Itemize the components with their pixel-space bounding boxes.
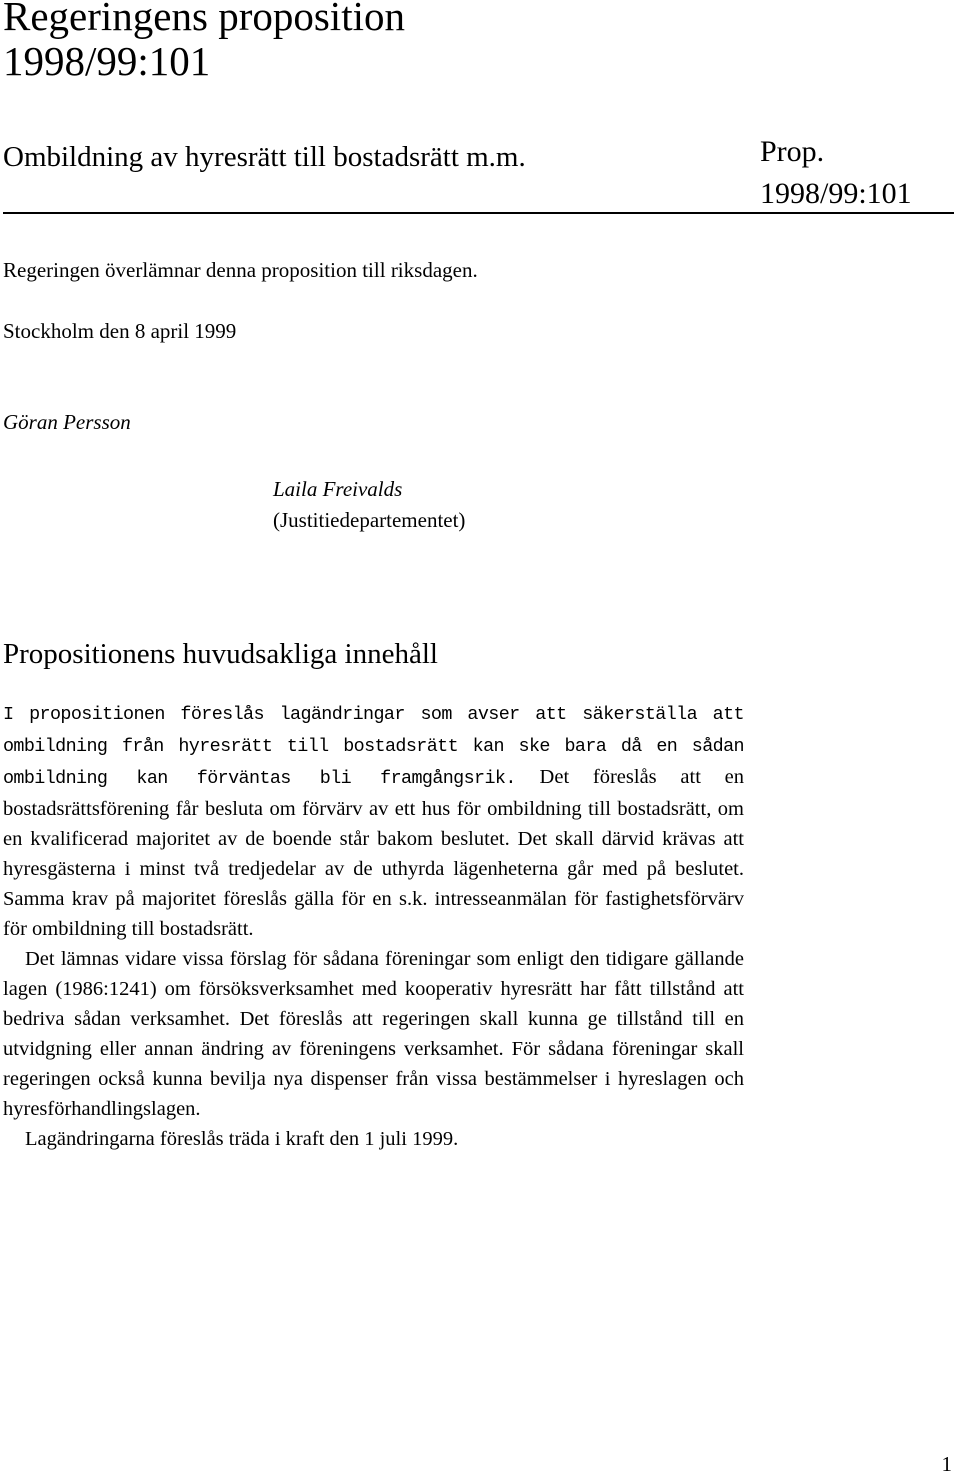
summary-heading: Propositionens huvudsakliga innehåll bbox=[3, 638, 438, 670]
summary-paragraph-3: Lagändringarna föreslås träda i kraft den 1 juli 1999. bbox=[25, 1128, 459, 1150]
header-divider bbox=[3, 212, 954, 214]
document-title bbox=[3, 0, 405, 84]
signatory-minister: Laila Freivalds bbox=[273, 477, 403, 501]
document-title-number: 1998/99:101 bbox=[3, 38, 211, 84]
signatory-prime-minister: Göran Persson bbox=[3, 410, 131, 434]
page-number: 1 bbox=[941, 1452, 952, 1476]
document-title-line1: Regeringens proposition bbox=[3, 0, 405, 39]
summary-paragraph-1-rest: Det föreslås att en bostadsrättsförening får besluta om förvärv av ett hus för ombildning till bostadsrätt, om en kvalificerad majoritet av de boende står bakom beslutet. Det skall därvid krävas att hyresgästerna i minst två tredjedelar av de uthyrda lägenheterna går med på beslutet. Samma krav på majoritet föreslås gälla för en s.k. intresseanmälan för fastighetsförvärv för ombildning till bostadsrätt. bbox=[3, 766, 744, 940]
submission-statement: Regeringen överlämnar denna proposition till riksdagen. bbox=[3, 258, 478, 282]
prop-label-prefix: Prop. bbox=[760, 135, 825, 168]
summary-paragraph-1-lead: I propositionen föreslås lagändringar som avser att säkerställa att ombildning från hyresrätt till bostadsrätt kan ske bara då en sådan ombildning kan förväntas bli framgångsrik. bbox=[3, 704, 744, 789]
summary-paragraph-1 bbox=[3, 698, 744, 944]
ministry-name: (Justitiedepartementet) bbox=[273, 508, 466, 532]
place-date: Stockholm den 8 april 1999 bbox=[3, 319, 237, 343]
summary-body bbox=[3, 698, 744, 1154]
document-subtitle: Ombildning av hyresrätt till bostadsrätt m.m. bbox=[3, 141, 526, 173]
prop-label-number: 1998/99:101 bbox=[760, 177, 912, 210]
summary-paragraph-2: Det lämnas vidare vissa förslag för sådana föreningar som enligt den tidigare gällande lagen (1986:1241) om försöksverksamhet med kooperativ hyresrätt har fått tillstånd att bedriva sådan verksamhet. Det föreslås att regeringen skall kunna ge tillstånd till en utvidgning eller annan ändring av föreningens verksamhet. För sådana föreningar skall regeringen också kunna bevilja nya dispenser från vissa bestämmelser i hyreslagen och hyresförhandlingslagen. bbox=[3, 948, 744, 1120]
prop-label bbox=[760, 131, 912, 215]
